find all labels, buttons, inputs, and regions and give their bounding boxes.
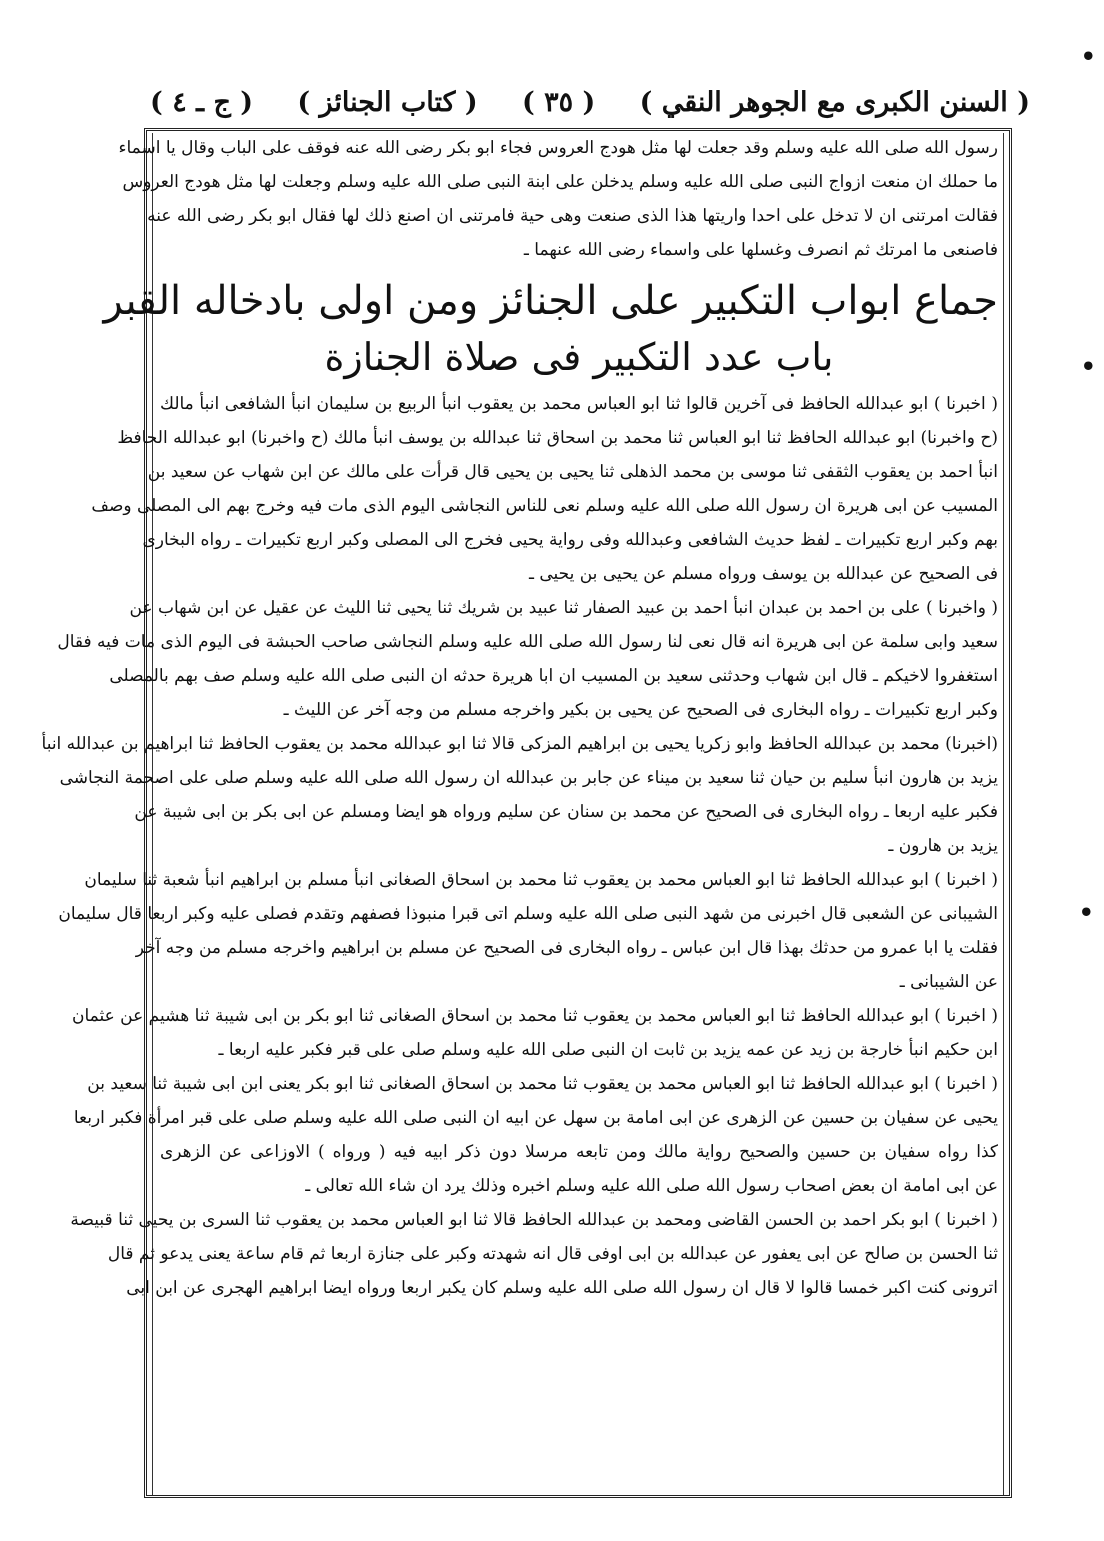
text-line: ( اخبرنا ) ابو عبدالله الحافظ ثنا ابو العباس محمد بن يعقوب ثنا محمد بن اسحاق الصغانى ثنا ابو بكر يعنى ابن ابى شيبة ثنا سعيد بن <box>87 1074 998 1094</box>
margin-mark-top: • <box>1080 42 1096 71</box>
text-line: المسيب عن ابى هريرة ان رسول الله صلى الله عليه وسلم نعى للناس النجاشى اليوم الذى مات فيه وخرج بهم الى المصلى وصف <box>91 496 998 516</box>
header-book-title: ( السنن الكبرى مع الجوهر النقي ) <box>639 86 1030 118</box>
text-line: فقالت امرتنى ان لا تدخل على احدا واريتها هذا الذى صنعت وهى حية فامرتنى ان اصنع ذلك لها فقال ابو بكر رضى الله عنه <box>147 206 998 226</box>
section-heading: جماع ابواب التكبير على الجنائز ومن اولى بادخاله القبر <box>103 278 998 324</box>
chapter-heading: باب عدد التكبير فى صلاة الجنازة <box>324 335 834 379</box>
margin-mark-middle: • <box>1080 352 1096 381</box>
text-line: ( اخبرنا ) ابو عبدالله الحافظ ثنا ابو العباس محمد بن يعقوب ثنا محمد بن اسحاق الصغانى ثنا ابو بكر بن ابى شيبة ثنا هشيم عن عثمان <box>71 1006 998 1026</box>
text-line: ابن حكيم انبأ خارجة بن زيد عن عمه يزيد بن ثابت ان النبى صلى الله عليه وسلم صلى على قبر فكبر عليه اربعا ـ <box>218 1040 998 1060</box>
text-line: استغفروا لاخيكم ـ قال ابن شهاب وحدثنى سعيد بن المسيب ان ابا هريرة حدثه ان النبى صلى الله عليه وسلم صف بهم بالمصلى <box>109 666 998 686</box>
text-line: انبأ احمد بن يعقوب الثقفى ثنا موسى بن محمد الذهلى ثنا يحيى بن يحيى قال قرأت على مالك عن ابن شهاب عن سعيد بن <box>147 462 998 482</box>
text-line: عن ابى امامة ان بعض اصحاب رسول الله صلى الله عليه وسلم اخبره وذلك يرد ان شاء الله تعالى ـ <box>305 1176 998 1196</box>
text-line: ( اخبرنا ) ابو عبدالله الحافظ ثنا ابو العباس محمد بن يعقوب ثنا محمد بن اسحاق الصغانى انبأ مسلم بن ابراهيم انبأ شعبة ثنا سليمان <box>84 870 998 890</box>
header-page-number: ( ٣٥ ) <box>521 86 596 118</box>
text-line: بهم وكبر اربع تكبيرات ـ لفظ حديث الشافعى وعبدالله وفى رواية يحيى فخرج الى المصلى وكبر اربع تكبيرات ـ رواه البخارى <box>142 530 998 550</box>
text-line: سعيد وابى سلمة عن ابى هريرة انه قال نعى لنا رسول الله صلى الله عليه وسلم النجاشى صاحب الحبشة فى اليوم الذى مات فيه فقال <box>57 632 998 652</box>
text-line: الشيبانى عن الشعبى قال اخبرنى من شهد النبى صلى الله عليه وسلم اتى قبرا منبوذا فصفهم وتقدم فصلى عليه وكبر اربعا قال سليمان <box>58 904 998 924</box>
text-line: فاصنعى ما امرتك ثم انصرف وغسلها على واسماء رضى الله عنهما ـ <box>523 240 998 260</box>
text-line: اترونى كنت اكبر خمسا قالوا لا قال ان رسول الله صلى الله عليه وسلم كان يكبر اربعا ورواه ايضا ابراهيم الهجرى عن ابن ابى <box>126 1278 998 1298</box>
header-chapter: ( كتاب الجنائز ) <box>297 86 478 118</box>
text-line: ( اخبرنا ) ابو عبدالله الحافظ فى آخرين قالوا ثنا ابو العباس محمد بن يعقوب انبأ الربيع بن سليمان انبأ الشافعى انبأ مالك <box>160 394 998 414</box>
text-line: فقلت يا ابا عمرو من حدثك بهذا قال ابن عباس ـ رواه البخارى فى الصحيح عن مسلم بن ابراهيم واخرجه مسلم من وجه آخر <box>135 938 998 958</box>
text-line: وكبر اربع تكبيرات ـ رواه البخارى فى الصحيح عن يحيى بن بكير واخرجه مسلم من وجه آخر عن الليث ـ <box>283 700 998 720</box>
text-line: كذا رواه سفيان بن حسين والصحيح رواية مالك ومن تابعه مرسلا دون ذكر ابيه فيه ( ورواه ) الاوزاعى عن الزهرى <box>160 1142 998 1162</box>
margin-mark-lower: • <box>1078 898 1094 927</box>
header-volume: ( ج ـ ٤ ) <box>150 86 254 118</box>
text-line: رسول الله صلى الله عليه وسلم وقد جعلت لها مثل هودج العروس فجاء ابو بكر رضى الله عنه فوقف على الباب وقال يا اسماء <box>118 138 998 158</box>
text-line: ( واخبرنا ) على بن احمد بن عبدان انبأ احمد بن عبيد الصفار ثنا عبيد بن شريك ثنا يحيى ثنا الليث عن عقيل عن ابن شهاب عن <box>129 598 998 618</box>
text-line: يزيد بن هارون ـ <box>888 836 998 856</box>
page-text <box>41 133 998 1307</box>
text-line: فكبر عليه اربعا ـ رواه البخارى فى الصحيح عن محمد بن سنان عن سليم ورواه هو ايضا ومسلم عن ابى بكر بن ابى شيبة عن <box>134 802 998 822</box>
text-line: فى الصحيح عن عبدالله بن يوسف ورواه مسلم عن يحيى بن يحيى ـ <box>528 564 998 584</box>
text-line: يحيى عن سفيان بن حسين عن الزهرى عن ابى امامة بن سهل عن ابيه ان النبى صلى الله عليه وسلم صلى على قبر امرأة فكبر اربعا <box>73 1108 998 1128</box>
text-line: يزيد بن هارون انبأ سليم بن حيان ثنا سعيد بن ميناء عن جابر بن عبدالله ان رسول الله صلى الله عليه وسلم صلى على اصحمة النجاشى <box>59 768 998 788</box>
text-line: (اخبرنا) محمد بن عبدالله الحافظ وابو زكريا يحيى بن ابراهيم المزكى قالا ثنا ابو عبدالله محمد بن يعقوب الحافظ ثنا ابراهيم بن عبدالله انبأ <box>41 734 998 754</box>
text-line: عن الشيبانى ـ <box>899 972 998 992</box>
text-line: (ح واخبرنا) ابو عبدالله الحافظ ثنا ابو العباس ثنا محمد بن اسحاق ثنا عبدالله بن يوسف انبأ مالك (ح واخبرنا) ابو عبدالله الحافظ <box>117 428 998 448</box>
text-line: ( اخبرنا ) ابو بكر احمد بن الحسن القاضى ومحمد بن عبدالله الحافظ قالا ثنا ابو العباس محمد بن يعقوب ثنا السرى بن يحيى ثنا قبيصة <box>70 1210 998 1230</box>
text-line: ثنا الحسن بن صالح عن ابى يعفور عن عبدالله بن ابى اوفى قال انه شهدته وكبر على جنازة اربعا ثم قام ساعة يعنى يدعو ثم قال <box>107 1244 998 1264</box>
text-line: ما حملك ان منعت ازواج النبى صلى الله عليه وسلم يدخلن على ابنة النبى صلى الله عليه وسلم وجعلت لها مثل هودج العروس <box>122 172 998 192</box>
running-header <box>150 82 1030 122</box>
